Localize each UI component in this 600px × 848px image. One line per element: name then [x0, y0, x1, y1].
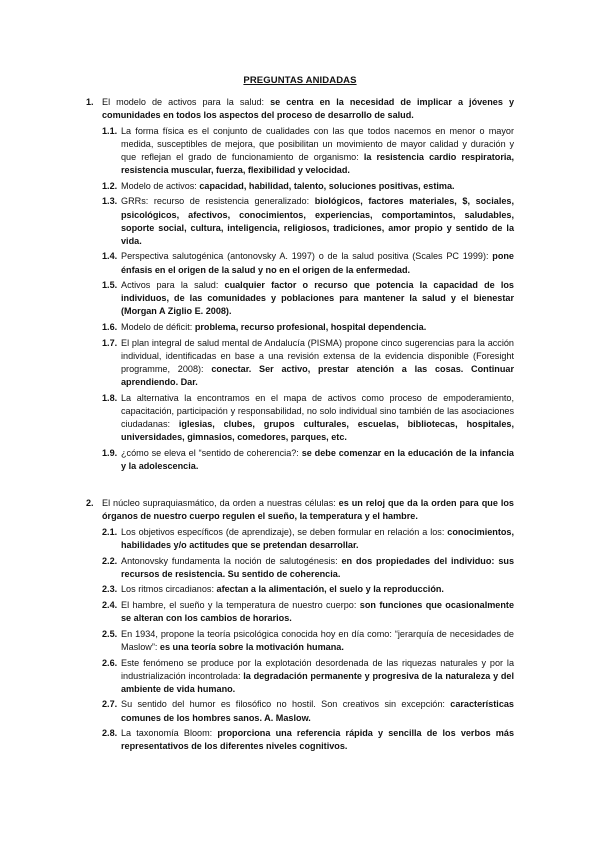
subquestion-plain: ¿cómo se eleva el “sentido de coherencia?: — [121, 447, 302, 458]
subquestion-1-1 — [102, 125, 514, 177]
subquestion-answer: biológicos, factores materiales, $, sociales, psicológicos, afectivos, conocimientos, experiencias, comportamintos, saludables, soporte social, cultura, inteligencia, religiosos, tradiciones, amor propio y sentido de la vida. — [121, 196, 514, 246]
subquestion-number: 2.1. — [102, 526, 118, 537]
subquestion-2-8 — [102, 727, 514, 753]
subquestion-1-4 — [102, 250, 514, 276]
subquestion-number: 1.2. — [102, 180, 118, 191]
subquestion-2-4 — [102, 599, 514, 625]
subquestion-answer: cualquier factor o recurso que potencia la capacidad de los individuos, de las comunidades y poblaciones para mantener la salud y el bienestar (Morgan A Ziglio E. 2008). — [121, 280, 514, 317]
subquestion-plain: Modelo de activos: — [121, 180, 200, 191]
subquestion-text — [121, 526, 514, 552]
subquestion-answer: afectan a la alimentación, el suelo y la reproducción. — [216, 584, 444, 595]
subquestion-text — [121, 583, 514, 596]
subquestion-answer: proporciona una referencia rápida y sencilla de los verbos más representativos de los diferentes niveles cognitivos. — [121, 728, 514, 752]
subquestion-text — [121, 125, 514, 177]
subquestion-text — [121, 392, 514, 444]
subquestion-answer: capacidad, habilidad, talento, soluciones positivas, estima. — [199, 180, 455, 191]
question-plain: El modelo de activos para la salud: — [102, 97, 271, 107]
subquestion-answer: son funciones que ocasionalmente se alteran con los cambios de horarios. — [121, 600, 515, 624]
subquestion-2-7 — [102, 698, 514, 724]
subquestion-number: 2.3. — [102, 584, 118, 595]
subquestion-number: 1.6. — [102, 322, 118, 333]
subquestion-number: 1.5. — [102, 280, 118, 291]
question-answer: es un reloj que da la orden para que los órganos de nuestro cuerpo regulen el sueño, la temperatura y el hambre. — [102, 498, 514, 522]
subquestion-number: 1.3. — [102, 196, 118, 207]
question-2 — [86, 497, 514, 753]
subquestion-text — [121, 180, 514, 193]
question-text — [102, 497, 514, 523]
subquestion-1-5 — [102, 279, 514, 318]
question-1 — [86, 96, 514, 473]
subquestion-2-5 — [102, 628, 514, 654]
subquestion-number: 1.7. — [102, 337, 118, 348]
subquestion-answer: se debe comenzar en la educación de la infancia y la adolescencia. — [121, 447, 514, 471]
subquestion-number: 2.6. — [102, 657, 118, 668]
subquestion-answer: problema, recurso profesional, hospital dependencia. — [194, 322, 427, 333]
subquestion-number: 1.1. — [102, 125, 118, 136]
subquestion-plain: Los objetivos específicos (de aprendizaje), se deben formular en relación a los: — [121, 526, 448, 537]
subquestion-plain: El hambre, el sueño y la temperatura de nuestro cuerpo: — [121, 600, 360, 611]
subquestion-plain: Modelo de déficit: — [121, 322, 195, 333]
subquestion-plain: Los ritmos circadianos: — [121, 584, 217, 595]
subquestion-number: 1.9. — [102, 447, 118, 458]
subquestion-answer: conocimientos, habilidades y/o actitudes que se pretendan desarrollar. — [121, 526, 514, 550]
subquestion-plain: Este fenómeno se produce por la explotación desordenada de las riquezas naturales y por la industrialización incontrolada: — [121, 657, 514, 681]
question-plain: El núcleo supraquiasmático, da orden a nuestras células: — [102, 498, 339, 508]
subquestion-answer: es una teoría sobre la motivación humana. — [159, 641, 344, 652]
subquestion-plain: El plan integral de salud mental de Andalucía (PISMA) propone cinco sugerencias para la acción individual, identificadas en base a una revisión extensa de la evidencia disponible (Foresight programme, 2008): — [121, 337, 514, 374]
subquestion-2-2 — [102, 555, 514, 581]
subquestion-plain: En 1934, propone la teoría psicológica conocida hoy en día como: “jerarquía de necesidades de Maslow”: — [121, 628, 514, 652]
subquestion-1-7 — [102, 337, 514, 389]
subquestion-answer: pone énfasis en el origen de la salud y no en el origen de la enfermedad. — [121, 251, 514, 275]
subquestion-text — [121, 321, 514, 334]
subquestion-2-6 — [102, 657, 514, 696]
subquestion-number: 2.2. — [102, 555, 118, 566]
subquestion-text — [121, 599, 514, 625]
subquestion-number: 1.8. — [102, 392, 118, 403]
subquestion-text — [121, 279, 514, 318]
subquestion-number: 2.4. — [102, 600, 118, 611]
subquestion-text — [121, 195, 514, 247]
subquestion-plain: GRRs: recurso de resistencia generalizado: — [121, 196, 315, 207]
subquestion-answer: características comunes de los hombres sanos. A. Maslow. — [121, 699, 514, 723]
question-number: 2. — [86, 498, 94, 508]
subquestion-text — [121, 657, 514, 696]
subquestion-text — [121, 727, 514, 753]
subquestion-1-6 — [102, 321, 514, 334]
document-title: PREGUNTAS ANIDADAS — [243, 75, 357, 86]
subquestion-1-8 — [102, 392, 514, 444]
question-number: 1. — [86, 97, 94, 107]
subquestion-text — [121, 628, 514, 654]
subquestion-number: 1.4. — [102, 251, 118, 262]
subquestion-text — [121, 555, 514, 581]
subquestion-answer: iglesias, clubes, grupos culturales, escuelas, bibliotecas, hospitales, universidades, gimnasios, comedores, parques, etc. — [121, 418, 514, 442]
subquestion-plain: Su sentido del humor es filosófico no hostil. Son creativos sin excepción: — [121, 699, 451, 710]
subquestion-number: 2.7. — [102, 699, 118, 710]
subquestion-text — [121, 698, 514, 724]
subquestion-plain: La forma física es el conjunto de cualidades con las que todos nacemos en menor o mayor medida, susceptibles de mejora, que posibilitan un movimiento de mayor calidad y duración y que reflejan el grado de funcionamiento de organismo: — [121, 125, 514, 162]
subquestion-plain: La taxonomía Bloom: — [121, 728, 218, 739]
subquestion-text — [121, 337, 514, 389]
subquestion-answer: la resistencia cardio respiratoria, resistencia muscular, fuerza, flexibilidad y velocidad. — [121, 151, 514, 176]
question-text — [102, 96, 514, 122]
subquestion-text — [121, 447, 514, 473]
subquestion-1-2 — [102, 180, 514, 193]
subquestion-plain: Activos para la salud: — [121, 280, 225, 291]
subquestion-answer: conectar. Ser activo, prestar atención a las cosas. Continuar aprendiendo. Dar. — [121, 363, 514, 388]
subquestion-1-3 — [102, 195, 514, 247]
question-answer: se centra en la necesidad de implicar a jóvenes y comunidades en todos los aspectos del proceso de desarrollo de salud. — [102, 97, 514, 121]
subquestion-answer: la degradación permanente y progresiva de la naturaleza y del ambiente de vida humano. — [121, 670, 514, 694]
subquestion-text — [121, 250, 514, 276]
subquestion-2-1 — [102, 526, 514, 552]
subquestion-2-3 — [102, 583, 514, 596]
subquestion-plain: Perspectiva salutogénica (antonovsky A. 1997) o de la salud positiva (Scales PC 1999): — [121, 251, 493, 262]
subquestion-number: 2.8. — [102, 728, 118, 739]
subquestion-answer: en dos propiedades del individuo: sus recursos de resistencia. Su sentido de coherencia. — [121, 555, 515, 579]
subquestion-1-9 — [102, 447, 514, 473]
subquestion-plain: Antonovsky fundamenta la noción de salutogénesis: — [121, 555, 342, 566]
subquestion-number: 2.5. — [102, 628, 118, 639]
subquestion-plain: La alternativa la encontramos en el mapa de activos como proceso de empoderamiento, capacitación, participación y responsabilidad, no solo individual sino también de las asociaciones ciudadanas: — [121, 392, 514, 429]
